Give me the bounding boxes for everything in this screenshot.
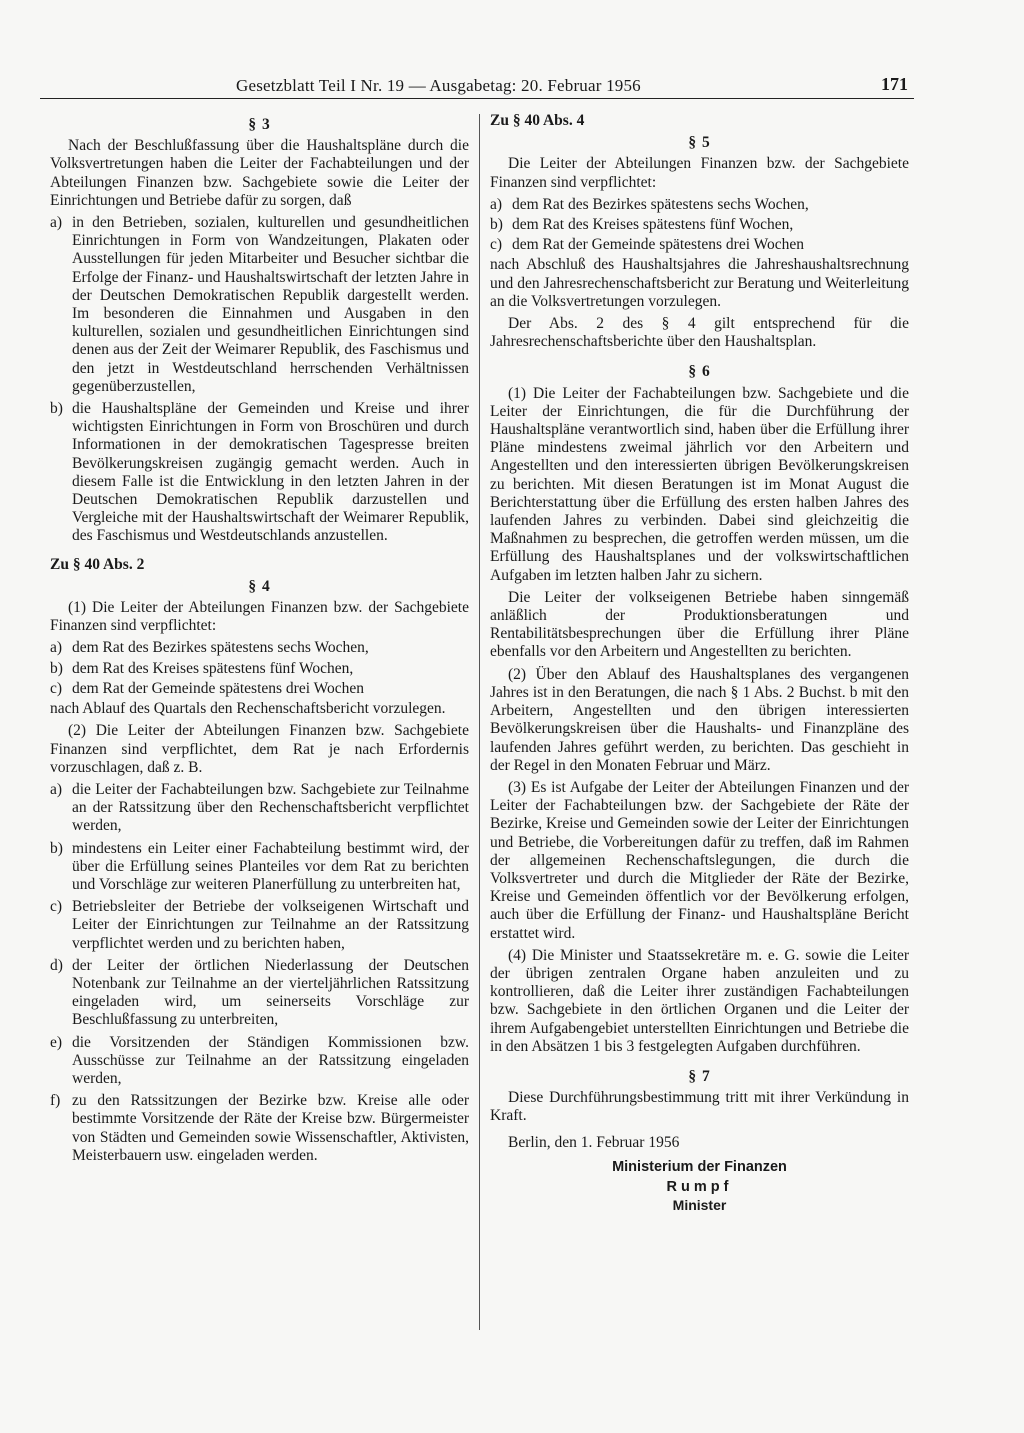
item-label: b) [50, 400, 63, 418]
section-6-paragraph-1: (1) Die Leiter der Fachabteilungen bzw. Sachgebiete und die Leiter der Einrichtungen, die für die Durchführung der Haushaltspläne verantwortlich sind, haben über die Erfüllung ihrer Pläne mindestens zweimal jährlich vor den Arbeitern und Angestellten und den interessierten übrigen Bevölkerungskreisen zu berichten. Mit diesen Beratungen ist im Monat August die Berichterstattung über die Erfüllung des ersten halben Jahres des laufenden Jahres zu verbinden. Dabei sind gleichzeitig die Maßnahmen zu besprechen, die getroffen werden müssen, um die Erfüllung des Haushaltsplanes und der volkswirtschaftlichen Aufgaben im letzten halben Jahr zu sichern. [490, 384, 909, 584]
item-label: c) [50, 898, 63, 916]
publication-title: Gesetzblatt Teil I Nr. 19 — Ausgabetag: 20. Februar 1956 [236, 76, 641, 95]
item-text: dem Rat der Gemeinde spätestens drei Wochen [512, 236, 805, 254]
list-item [50, 639, 469, 657]
list-item [490, 196, 909, 214]
section-3-intro: Nach der Beschlußfassung über die Haushaltspläne durch die Volksvertretungen haben die Leiter der Fachabteilungen und der Abteilungen Finanzen bzw. Sachgebiete sowie die Leiter der Einrichtungen und Betriebe dafür zu sorgen, daß [50, 137, 469, 209]
item-label: b) [490, 216, 503, 234]
section-4-paragraph-1-continuation: nach Ablauf des Quartals den Rechenschaftsbericht vorzulegen. [50, 700, 446, 718]
section-6-paragraph-3: (3) Es ist Aufgabe der Leiter der Abteilungen Finanzen und der Leiter der Fachabteilungen bzw. der Sachgebiete der Räte der Bezirke, Kreise und Gemeinden sowie der Leiter der Einrichtungen und Betriebe, die Vorbereitungen dafür zu treffen, daß im Rahmen der allgemeinen Rechenschaftslegungen, die durch die Volksvertreter und durch die Mitglieder der Räte der Bezirke, Kreise und Gemeinden öffentlich vor der Bevölkerung erfolgen, auch über die Erfüllung der Finanz- und Haushaltspläne Bericht erstattet wird. [490, 778, 909, 942]
subheading-zu-40-abs-4: Zu § 40 Abs. 4 [490, 112, 585, 129]
list-item [490, 236, 909, 254]
section-4-paragraph-2: (2) Die Leiter der Abteilungen Finanzen bzw. Sachgebiete Finanzen sind verpflichtet, dem Rat je nach Erfordernis vorzuschlagen, daß z. B. [50, 722, 469, 776]
item-label: a) [50, 639, 63, 657]
list-item [50, 400, 469, 546]
item-text: dem Rat des Bezirkes spätestens sechs Wochen, [512, 195, 809, 213]
section-7-heading: § 7 [688, 1067, 711, 1085]
item-label: a) [50, 214, 63, 232]
list-item [50, 660, 469, 678]
item-text: dem Rat des Bezirkes spätestens sechs Wochen, [72, 639, 369, 657]
right-column [490, 112, 909, 1373]
place-and-date: Berlin, den 1. Februar 1956 [508, 1133, 680, 1151]
section-3-heading: § 3 [248, 116, 271, 133]
item-label: c) [490, 236, 503, 254]
list-item [50, 898, 469, 953]
subheading-zu-40-abs-2: Zu § 40 Abs. 2 [50, 555, 145, 573]
item-text: die Haushaltspläne der Gemeinden und Kreise und ihrer wichtigsten Einrichtungen in Form von Broschüren und durch Informationen in der demokratischen Tagespresse breiten Bevölkerungskreisen zugängig gemacht werden. Auch in diesem Falle ist die Entwicklung in den letzten Jahren in der Deutschen Demokratischen Republik darzustellen und Vergleiche mit der Haushaltswirtschaft der Weimarer Republik, des Faschismus und Westdeutschlands anzustellen. [72, 400, 469, 545]
page-number: 171 [881, 74, 908, 94]
section-5-paragraph-1: Die Leiter der Abteilungen Finanzen bzw. der Sachgebiete Finanzen sind verpflichtet: [490, 155, 909, 191]
list-item [50, 214, 469, 396]
list-item [490, 216, 909, 234]
column-divider [479, 114, 480, 1330]
list-item [50, 1034, 469, 1089]
section-6-paragraph-4: (4) Die Minister und Staatssekretäre m. e. G. sowie die Leiter der übrigen zentralen Organe haben anzuleiten und zu kontrollieren, daß die Leiter ihrer zuständigen Fachabteilungen bzw. Sachgebiete in den örtlichen Organen und die Leiter der ihrem Aufgabengebiet unterstellten Einrichtungen und Betriebe die in den Absätzen 1 bis 3 festgelegten Aufgaben durchführen. [490, 946, 909, 1055]
item-text: mindestens ein Leiter einer Fachabteilung bestimmt wird, der über die Erfüllung seines Planteiles vor dem Rat zu berichten und Vorschläge zur weiteren Planerfüllung zu unterbreiten hat, [72, 839, 469, 893]
item-text: dem Rat des Kreises spätestens fünf Wochen, [72, 659, 354, 677]
list-item [50, 680, 469, 698]
item-label: d) [50, 956, 63, 974]
item-text: in den Betrieben, sozialen, kulturellen und gesundheitlichen Einrichtungen in Form von Wandzeitungen, Plakaten oder Ausstellungen für jeden Mitarbeiter und Besucher sichtbar die Erfolge der Finanz- und Haushaltswirtschaft der letzten Jahre in der Deutschen Demokratischen Republik dargestellt werden. Im besonderen die Einnahmen und Ausgaben in den kulturellen, sozialen und gesundheitlichen Einrichtungen sind denen aus der Zeit der Weimarer Republik, des Faschismus und den jetzt in Westdeutschland herrschenden Verhältnissen gegenüberzustellen, [72, 214, 469, 395]
list-item [50, 781, 469, 836]
list-item [50, 840, 469, 895]
section-5-heading: § 5 [688, 134, 711, 152]
section-6-heading: § 6 [688, 363, 711, 381]
section-6-paragraph-1b: Die Leiter der volkseigenen Betriebe haben sinngemäß anläßlich der Produktionsberatungen und Rentabilitätsbesprechungen über die Erfüllung ihrer Pläne ebenfalls vor den Arbeitern und Angestellten zu berichten. [490, 588, 909, 661]
item-text: der Leiter der örtlichen Niederlassung der Deutschen Notenbank zur Teilnahme an der vierteljährlichen Ratssitzung eingeladen wird, um seinerseits Vorschläge zur Beschlußfassung zu unterbreiten, [72, 956, 469, 1029]
item-text: die Leiter der Fachabteilungen bzw. Sachgebiete zur Teilnahme an der Ratssitzung über den Rechenschaftsbericht verpflichtet werden, [72, 780, 469, 835]
item-label: e) [50, 1033, 63, 1051]
list-item [50, 957, 469, 1030]
left-column [50, 112, 469, 1373]
item-label: a) [490, 195, 503, 213]
signatory-name: Rumpf [666, 1178, 733, 1195]
page-header [40, 74, 914, 99]
item-text: zu den Ratssitzungen der Bezirke bzw. Kreise alle oder bestimmte Vorsitzende der Räte der Kreise bzw. Bürgermeister von Städten und Gemeinden sowie Wissenschaftler, Aktivisten, Meisterbauern usw. eingeladen werden. [72, 1092, 469, 1164]
list-item [50, 1092, 469, 1165]
section-7-paragraph-1: Diese Durchführungsbestimmung tritt mit ihrer Verkündung in Kraft. [490, 1089, 909, 1125]
section-6-paragraph-2: (2) Über den Ablauf des Haushaltsplanes des vergangenen Jahres ist in den Beratungen, die nach § 1 Abs. 2 Buchst. b mit den Arbeitern, Angestellten und den übrigen interessierten Bevölkerungskreisen über die Haushalts- und Finanzpläne des laufenden Jahres geführt werden, zu berichten. Das geschieht in der Regel in den Monaten Februar und März. [490, 665, 909, 774]
signatory-title: Minister [672, 1197, 727, 1214]
ministry-name: Ministerium der Finanzen [612, 1158, 787, 1175]
item-text: Betriebsleiter der Betriebe der volkseigenen Wirtschaft und Leiter der Einrichtungen zur Teilnahme an der Ratssitzung verpflichtet werden und zu berichten haben, [72, 898, 469, 952]
item-label: f) [50, 1092, 61, 1110]
item-label: b) [50, 659, 63, 677]
section-5-paragraph-2: Der Abs. 2 des § 4 gilt entsprechend für die Jahresrechenschaftsberichte über den Haushaltsplan. [490, 315, 909, 351]
item-text: die Vorsitzenden der Ständigen Kommissionen bzw. Ausschüsse zur Teilnahme an der Ratssitzung eingeladen werden, [72, 1033, 469, 1087]
item-label: b) [50, 839, 63, 857]
item-text: dem Rat des Kreises spätestens fünf Wochen, [512, 216, 794, 234]
section-5-continuation: nach Abschluß des Haushaltsjahres die Jahreshaushaltsrechnung und den Jahresrechenschaftsbericht zur Beratung und Weiterleitung an die Volksvertretungen vorzulegen. [490, 256, 909, 310]
item-text: dem Rat der Gemeinde spätestens drei Wochen [72, 679, 365, 697]
item-label: c) [50, 679, 63, 697]
section-4-heading: § 4 [248, 577, 271, 595]
section-4-paragraph-1: (1) Die Leiter der Abteilungen Finanzen bzw. der Sachgebiete Finanzen sind verpflichtet: [50, 599, 469, 635]
item-label: a) [50, 780, 63, 798]
